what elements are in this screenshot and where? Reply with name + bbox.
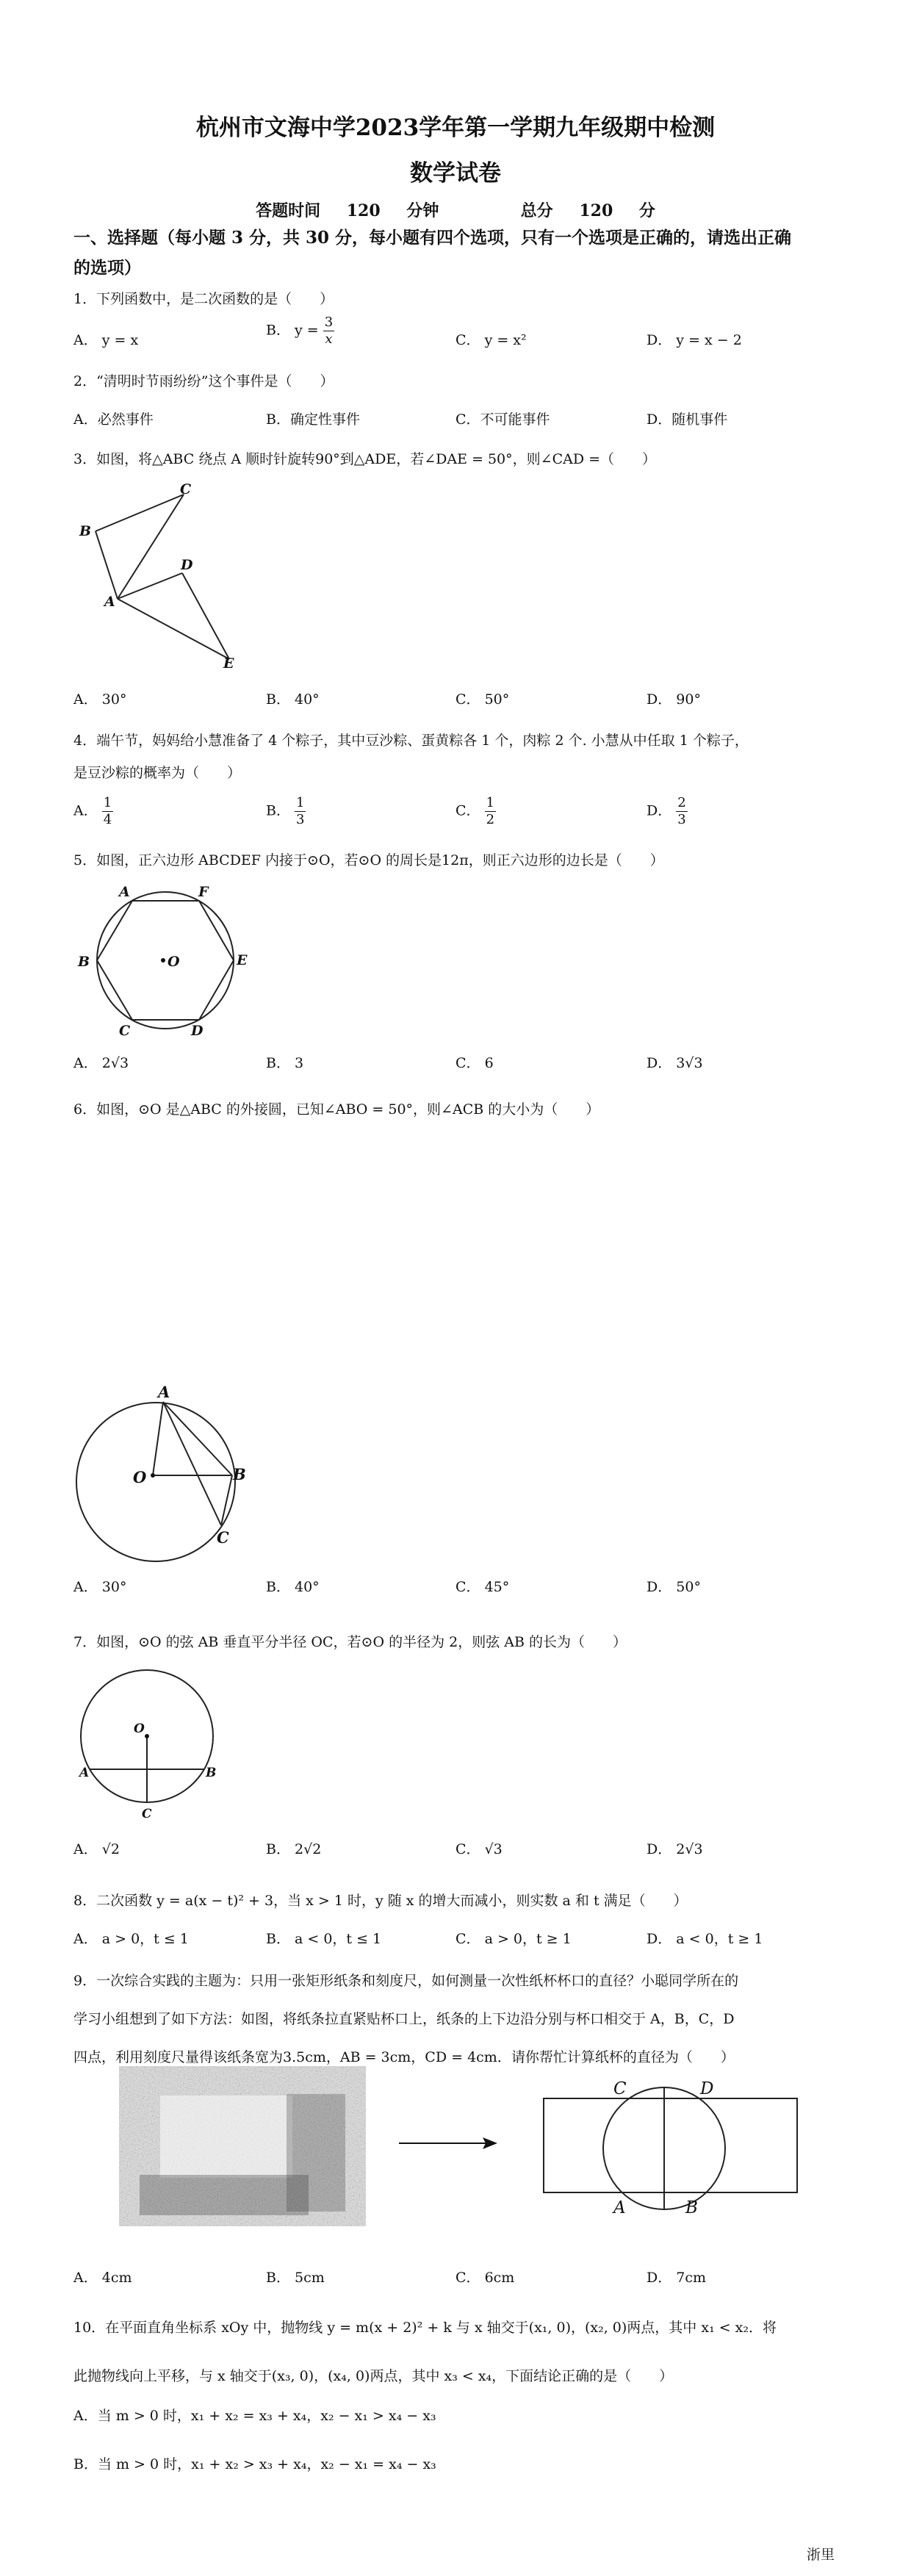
question-1-stem: 1．下列函数中，是二次函数的是（ ） [73,291,334,307]
q9-option-c: C． 6cm [455,2270,515,2286]
q4-option-a-numerator: 1 [103,795,112,810]
q2-option-d: D．随机事件 [647,411,728,428]
question-9-stem-line3: 四点，利用刻度尺量得该纸条宽为3.5cm，AB = 3cm，CD = 4cm．请你帮忙计算纸杯的直径为（ ） [73,2049,735,2065]
q5-option-b: B． 3 [266,1055,304,1071]
question-9-stem [73,1962,860,2076]
q3-label-e: E [223,655,234,672]
q9-option-a: A． 4cm [73,2270,132,2286]
q4-option-c-prefix: C． [455,802,480,819]
footer-corner-text: 浙里 [807,2547,835,2563]
q6-option-d: D． 50° [647,1579,701,1595]
exam-score: 总分 120 分 [520,201,655,220]
q9-option-d: D． 7cm [647,2270,707,2286]
q6-option-b: B． 40° [266,1579,320,1595]
section-heading [73,223,867,283]
q4-option-c-fraction [485,795,496,828]
q7-label-a: A [79,1766,90,1780]
q4-option-d-prefix: D． [647,802,672,819]
question-5-stem: 5．如图，正六边形 ABCDEF 内接于⊙O，若⊙O 的周长是12π，则正六边形的边长是（ ） [73,852,664,868]
section-heading-line1: 一、选择题（每小题 3 分，共 30 分，每小题有四个选项，只有一个选项是正确的，请选出正确 [73,228,792,248]
q9-photo [118,2065,367,2230]
q7-figure [73,1666,235,1821]
question-3-stem: 3．如图，将△ABC 绕点 A 顺时针旋转90°到△ADE，若∠DAE = 50°，则∠CAD =（ ） [73,451,657,467]
q10-option-b: B．当 m > 0 时，x₁ + x₂ > x₃ + x₄，x₂ − x₁ = x₄ − x₃ [73,2456,436,2472]
q6-label-a: A [158,1383,170,1401]
q4-option-c-denominator: 2 [486,812,495,827]
q3-label-d: D [181,557,193,573]
q9-arrow [393,2132,503,2154]
q4-option-a-fraction [102,795,113,828]
q1-option-a: A． y = x [73,332,139,348]
q3-option-b: B． 40° [266,691,320,708]
q3-label-b: B [79,523,92,539]
q1-option-b-denominator: x [325,331,333,347]
q4-option-a-denominator: 4 [103,812,112,827]
q7-label-c: C [142,1807,152,1821]
q5-figure [73,878,264,1047]
q9-figure [540,2072,819,2226]
q1-option-c: C． y = x² [455,332,527,348]
q5-label-f: F [198,884,209,900]
q4-option-d-fraction [676,795,687,828]
q3-figure [73,481,264,676]
q2-option-b: B．确定性事件 [266,411,360,428]
q1-option-b-fraction [323,314,334,348]
q8-option-b: B． a < 0，t ≤ 1 [266,1931,382,1947]
q1-option-b-numerator: 3 [324,314,334,330]
q3-option-a: A． 30° [73,691,127,708]
q5-label-a: A [119,884,130,900]
q6-figure [70,1381,261,1565]
question-4-stem-line1: 4．端午节，妈妈给小慧准备了 4 个粽子，其中豆沙粽、蛋黄粽各 1 个，肉粽 2 个. 小慧从中任取 1 个粽子， [73,733,749,749]
q9-label-c: C [613,2079,627,2098]
q5-option-a: A． 2√3 [73,1055,129,1071]
q3-option-d: D． 90° [647,691,701,708]
exam-info [0,198,911,221]
question-2-stem: 2．“清明时节雨纷纷”这个事件是（ ） [73,373,334,389]
exam-time: 答题时间 120 分钟 [256,201,439,220]
q1-option-b-prefix: B． y = [266,322,319,339]
q4-option-b-numerator: 1 [296,795,305,810]
q3-option-c: C． 50° [455,691,510,708]
q9-label-a: A [613,2198,626,2217]
q4-option-b-denominator: 3 [296,812,305,827]
question-10-stem-line2: 此抛物线向上平移，与 x 轴交于(x₃, 0)，(x₄, 0)两点，其中 x₃ < x₄，下面结论正确的是（ ） [73,2368,674,2384]
q4-option-b [266,795,306,828]
question-6-stem: 6．如图，⊙O 是△ABC 的外接圆，已知∠ABO = 50°，则∠ACB 的大小为（ ） [73,1101,600,1118]
q8-option-c: C． a > 0，t ≥ 1 [455,1931,572,1947]
q6-label-b: B [233,1465,246,1483]
q5-label-e: E [237,952,248,968]
q2-option-a: A．必然事件 [73,411,154,428]
q7-label-b: B [206,1766,217,1780]
q1-option-b [266,314,334,348]
q7-option-a: A． √2 [73,1841,120,1857]
q7-option-d: D． 2√3 [647,1841,703,1857]
q5-label-b: B [78,954,90,970]
q4-option-a-prefix: A． [73,802,98,819]
question-7-stem: 7．如图，⊙O 的弦 AB 垂直平分半径 OC，若⊙O 的半径为 2，则弦 AB 的长为（ ） [73,1634,627,1650]
question-4-stem-line2: 是豆沙粽的概率为（ ） [73,765,242,781]
q3-label-a: A [104,594,115,610]
q6-label-o: O [133,1468,147,1486]
q5-option-d: D． 3√3 [647,1055,703,1071]
q1-option-d: D． y = x − 2 [647,332,742,348]
q4-option-d [647,795,688,828]
q8-option-a: A． a > 0，t ≤ 1 [73,1931,189,1947]
section-heading-line2: 的选项） [73,258,141,278]
q7-option-b: B． 2√2 [266,1841,322,1857]
q2-option-c: C．不可能事件 [455,411,550,428]
q10-option-a: A．当 m > 0 时，x₁ + x₂ = x₃ + x₄，x₂ − x₁ > x₄ − x₃ [73,2408,436,2424]
question-9-stem-line1: 9．一次综合实践的主题为：只用一张矩形纸条和刻度尺，如何测量一次性纸杯杯口的直径？小聪同学所在的 [73,1973,739,1989]
question-9-stem-line2: 学习小组想到了如下方法：如图，将纸条拉直紧贴杯口上，纸条的上下边沿分别与杯口相交于 A，B，C，D [73,2011,735,2027]
exam-title: 杭州市文海中学2023学年第一学期九年级期中检测 [195,115,716,141]
question-8-stem: 8．二次函数 y = a(x − t)² + 3，当 x > 1 时，y 随 x 的增大而减小，则实数 a 和 t 满足（ ） [73,1893,688,1909]
q4-option-d-numerator: 2 [677,795,686,810]
q4-option-c [455,795,496,828]
q5-option-c: C． 6 [455,1055,494,1071]
question-4-stem [73,724,860,789]
exam-subtitle: 数学试卷 [410,160,501,187]
q9-option-b: B． 5cm [266,2270,325,2286]
q4-option-b-prefix: B． [266,802,290,819]
q5-label-d: D [191,1023,204,1039]
question-10-stem [73,2303,860,2400]
q4-option-b-fraction [295,795,306,828]
q4-option-a [73,795,113,828]
q5-label-o: O [168,954,180,970]
q6-option-c: C． 45° [455,1579,510,1595]
q4-option-d-denominator: 3 [677,812,686,827]
q9-label-d: D [700,2079,714,2098]
q7-option-c: C． √3 [455,1841,503,1857]
q6-label-c: C [217,1528,229,1547]
q8-option-d: D． a < 0，t ≥ 1 [647,1931,763,1947]
q9-label-b: B [685,2198,698,2217]
q7-label-o: O [134,1721,145,1736]
q4-option-c-numerator: 1 [486,795,495,810]
q3-label-c: C [180,481,192,497]
question-10-stem-line1: 10．在平面直角坐标系 xOy 中，抛物线 y = m(x + 2)² + k 与 x 轴交于(x₁, 0)，(x₂, 0)两点，其中 x₁ < x₂．将 [73,2320,777,2336]
q6-option-a: A． 30° [73,1579,127,1595]
q5-label-c: C [119,1023,131,1039]
